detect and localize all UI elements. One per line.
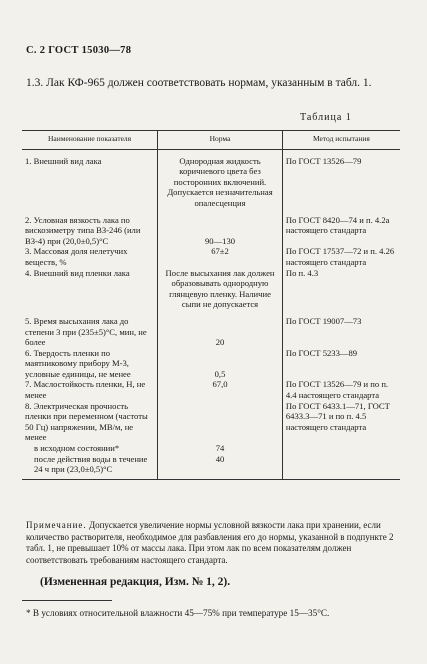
page-header: С. 2 ГОСТ 15030—78 [26,45,132,56]
footnote: * В условиях относительной влажности 45—75% при температуре 15—35°С. [26,608,330,618]
row-method: По ГОСТ 6433.1—71, ГОСТ 6433.3—71 и по п. 4.5 настоящего стандарта [282,401,400,443]
table-row [22,348,400,380]
table-row [22,246,400,267]
table-row [22,454,400,480]
row-method [282,443,400,454]
row-name: 2. Условная вязкость лака по вискозиметру типа ВЗ-246 (или ВЗ-4) при (20,0±0,5)°С [25,214,141,246]
table-row [22,316,400,348]
row-norm [158,401,283,443]
column-header-method: Метод испытания [282,131,400,150]
note-heading: Примечание. [26,520,87,530]
row-name: 8. Электрическая прочность пленки при переменном (частоты 50 Гц) напряжении, МВ/м, не менее [25,400,148,443]
row-name: в исходном состоянии* [34,443,120,454]
row-method: По ГОСТ 5233—89 [282,348,400,380]
row-name: 1. Внешний вид лака [25,155,102,166]
row-norm: 90—130 [158,215,283,247]
table-row [22,268,400,310]
table-row [22,215,400,247]
column-header-name: Наименование показателя [22,131,158,150]
row-method: По ГОСТ 13526—79 и по п. 4.4 настоящего стандарта [282,379,400,400]
row-name: после действия воды в течение 24 ч при (23,0±0,5)°С [22,454,158,480]
table-note [26,520,398,566]
row-norm: Однородная жидкость коричневого цвета без посторонних включений. Допускается незначительная опалесценция [158,149,283,208]
row-norm: 74 [158,443,283,454]
revision-note: (Измененная редакция, Изм. № 1, 2). [40,576,231,588]
row-method [282,454,400,480]
spec-table [22,130,400,480]
row-name: 5. Время высыхания лака до степени 3 при (235±5)°С, мин, не более [25,315,147,348]
row-norm: 20 [158,316,283,348]
row-norm: 40 [158,454,283,480]
row-name: 7. Маслостойкость пленки, Н, не менее [25,379,146,401]
row-norm: 67±2 [158,246,283,267]
table-row [22,443,400,454]
table-row [22,401,400,443]
intro-paragraph: 1.3. Лак КФ-965 должен соответствовать нормам, указанным в табл. 1. [26,77,372,89]
row-name: 3. Массовая доля нелетучих веществ, % [25,246,128,267]
table-row [22,379,400,400]
row-method: По ГОСТ 8420—74 и п. 4.2а настоящего стандарта [282,215,400,247]
footnote-divider [22,600,112,601]
note-text: Допускается увеличение нормы условной вязкости лака при хранении, если количество растворителя, необходимое для разбавления его до нормы, указанной в подпункте 2 табл. 1, не превышает 10% от массы лака. При этом лак по всем показателям должен соответствовать требованиям настоящего стандарта. [26,520,394,565]
row-norm: После высыхания лак должен образовывать однородную глянцевую пленку. Наличие сыпи не допускается [158,268,283,310]
row-name: 6. Твердость пленки по маятниковому прибору М-3, условные единицы, не менее [25,347,131,379]
row-method: По п. 4.3 [282,268,400,310]
row-norm: 67,0 [158,379,283,400]
table-caption: Таблица 1 [300,112,352,123]
row-norm: 0,5 [158,348,283,380]
row-method: По ГОСТ 13526—79 [282,149,400,208]
table-header-row [22,131,400,150]
row-name: 4. Внешний вид пленки лака [25,267,130,278]
row-method: По ГОСТ 19007—73 [282,316,400,348]
table-row [22,149,400,208]
column-header-norm: Норма [158,131,283,150]
row-method: По ГОСТ 17537—72 и п. 4.26 настоящего стандарта [282,246,400,267]
